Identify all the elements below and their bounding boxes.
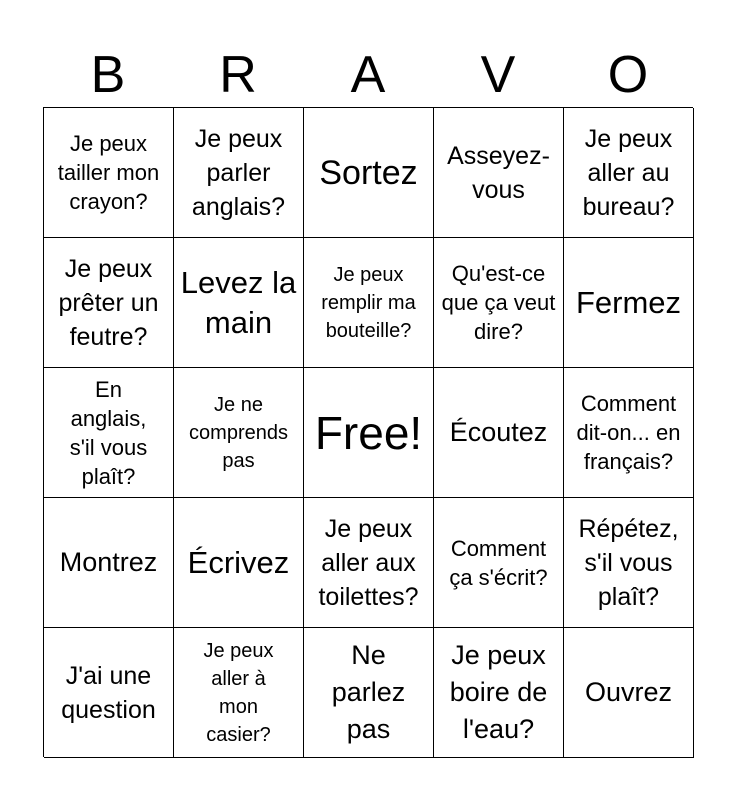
bingo-cell-r3-c1[interactable] (44, 368, 174, 498)
bingo-cell-r1-c5[interactable] (564, 108, 694, 238)
bingo-cell-r1-c2[interactable] (174, 108, 304, 238)
cell-text: Fermez (575, 284, 682, 320)
bingo-cell-r4-c1[interactable] (44, 498, 174, 628)
header-letter-v: V (480, 46, 516, 104)
cell-text: Comment ça s'écrit? (449, 535, 548, 590)
bingo-cell-r1-c4[interactable] (434, 108, 564, 238)
bingo-cell-r2-c4[interactable] (434, 238, 564, 368)
cell-text: Ne parlez pas (331, 640, 406, 744)
bingo-cell-r5-c2[interactable] (174, 628, 304, 758)
bingo-cell-r4-c4[interactable] (434, 498, 564, 628)
cell-text: Répétez, s'il vous plaît? (578, 514, 679, 611)
bingo-header (43, 44, 693, 106)
header-letter-b: B (90, 46, 126, 104)
header-letter-a: A (350, 46, 386, 104)
cell-text: Montrez (59, 547, 158, 577)
bingo-cell-r5-c1[interactable] (44, 628, 174, 758)
bingo-cell-r4-c5[interactable] (564, 498, 694, 628)
bingo-cell-r3-c5[interactable] (564, 368, 694, 498)
bingo-cell-r1-c3[interactable] (304, 108, 434, 238)
cell-text: Je peux boire de l'eau? (449, 640, 548, 744)
bingo-cell-r4-c3[interactable] (304, 498, 434, 628)
cell-text: Asseyez-vous (447, 141, 550, 204)
bingo-cell-r5-c3[interactable] (304, 628, 434, 758)
cell-text: Je peux aller aux toilettes? (318, 514, 419, 611)
bingo-cell-r2-c2[interactable] (174, 238, 304, 368)
header-letter-r: R (219, 46, 257, 104)
bingo-cell-r2-c3[interactable] (304, 238, 434, 368)
cell-text: Je ne comprends pas (189, 393, 288, 472)
cell-text: Je peux tailler mon crayon? (57, 131, 160, 214)
cell-text: Je peux remplir ma bouteille? (321, 263, 416, 342)
cell-text: Je peux prêter un feutre? (58, 254, 159, 351)
cell-text: En anglais, s'il vous plaît? (69, 376, 148, 489)
cell-text: Écoutez (449, 417, 548, 447)
cell-text: Comment dit-on... en français? (576, 391, 681, 474)
cell-text: Je peux aller au bureau? (582, 124, 675, 221)
cell-text: Ouvrez (584, 677, 673, 707)
cell-text: Qu'est-ce que ça veut dire? (441, 261, 556, 344)
bingo-cell-r5-c4[interactable] (434, 628, 564, 758)
cell-text: Sortez (319, 153, 418, 192)
bingo-cell-r4-c2[interactable] (174, 498, 304, 628)
bingo-cell-r3-c3[interactable] (304, 368, 434, 498)
cell-text: Levez la main (180, 264, 297, 340)
cell-text: Je peux aller à mon casier? (203, 639, 274, 746)
bingo-cell-r3-c2[interactable] (174, 368, 304, 498)
bingo-grid (43, 107, 693, 757)
free-space: Free! (314, 406, 423, 459)
cell-text: Écrivez (187, 544, 290, 580)
cell-text: J'ai une question (61, 661, 156, 724)
bingo-cell-r3-c4[interactable] (434, 368, 564, 498)
cell-text: Je peux parler anglais? (191, 124, 286, 221)
bingo-cell-r2-c5[interactable] (564, 238, 694, 368)
bingo-cell-r1-c1[interactable] (44, 108, 174, 238)
bingo-cell-r5-c5[interactable] (564, 628, 694, 758)
header-letter-o: O (607, 46, 649, 104)
bingo-cell-r2-c1[interactable] (44, 238, 174, 368)
